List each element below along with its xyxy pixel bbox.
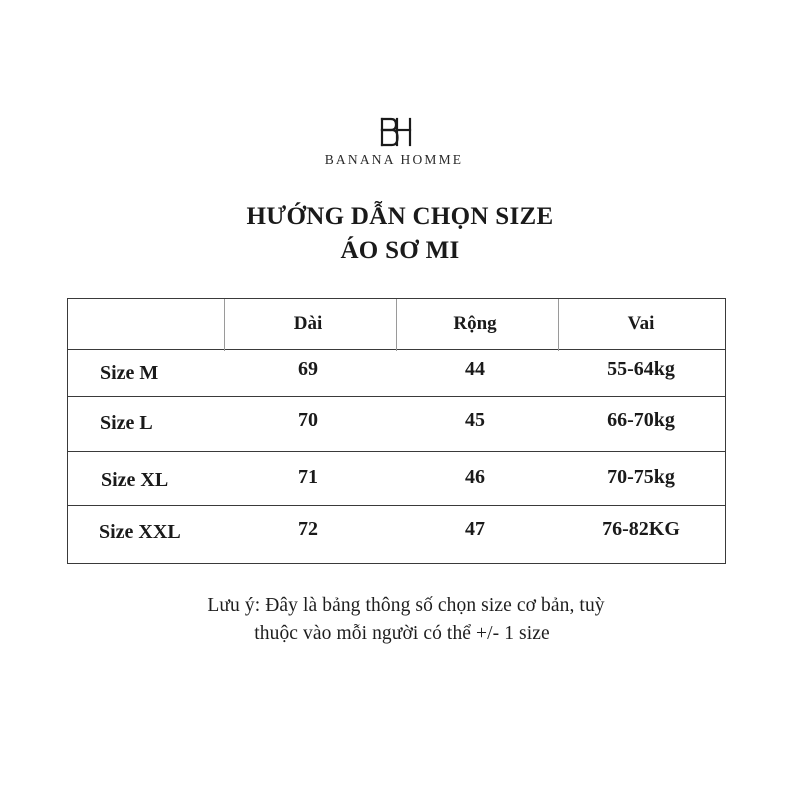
- cell-dai: 70: [298, 409, 318, 431]
- cell-rong: 44: [465, 358, 485, 380]
- note-text-continued: thuộc vào mỗi người có thể +/- 1 size: [254, 623, 550, 644]
- cell-vai: 55-64kg: [607, 358, 675, 380]
- table-divider: [68, 451, 725, 452]
- cell-dai: 69: [298, 358, 318, 380]
- cell-vai: 70-75kg: [607, 466, 675, 488]
- table-divider: [68, 505, 725, 506]
- cell-rong: 46: [465, 466, 485, 488]
- row-size-label: Size L: [100, 412, 153, 434]
- size-chart-table: [67, 298, 726, 564]
- cell-vai: 76-82KG: [602, 518, 680, 540]
- cell-dai: 71: [298, 466, 318, 488]
- row-size-label: Size XL: [101, 469, 169, 491]
- column-header-vai: Vai: [627, 313, 655, 334]
- column-header-rong: Rộng: [453, 313, 497, 334]
- row-size-label: Size M: [100, 362, 159, 384]
- header-divider: [396, 299, 397, 351]
- cell-dai: 72: [298, 518, 318, 540]
- cell-rong: 45: [465, 409, 485, 431]
- note-text: Lưu ý: Đây là bảng thông số chọn size cơ bản, tuỳ: [207, 595, 605, 616]
- column-header-dai: Dài: [293, 313, 323, 334]
- header-divider: [224, 299, 225, 351]
- brand-name: BANANA HOMME: [324, 152, 464, 167]
- cell-vai: 66-70kg: [607, 409, 675, 431]
- row-size-label: Size XXL: [99, 521, 181, 543]
- table-divider: [68, 396, 725, 397]
- page-subtitle: ÁO SƠ MI: [340, 237, 460, 264]
- page-title: HƯỚNG DẪN CHỌN SIZE: [246, 203, 554, 230]
- brand-logo-icon: [374, 115, 418, 149]
- cell-rong: 47: [465, 518, 485, 540]
- header-divider: [558, 299, 559, 351]
